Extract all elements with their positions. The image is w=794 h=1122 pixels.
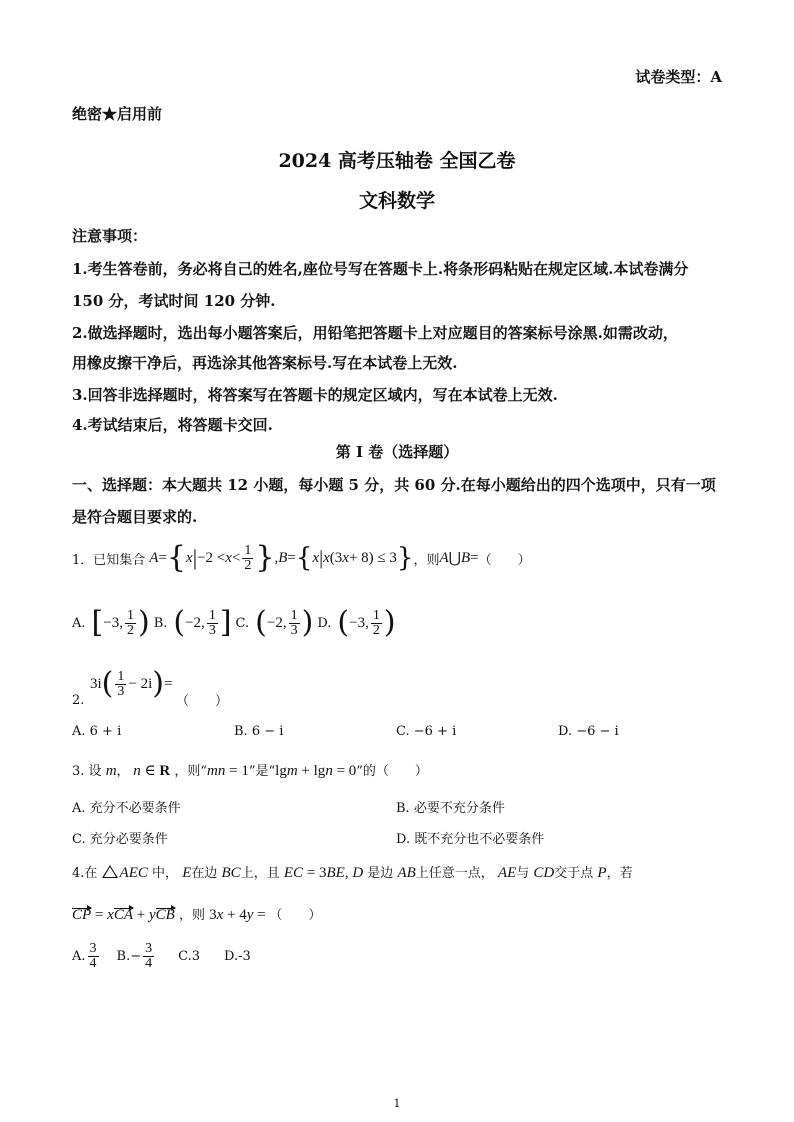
question-4-stem-e: 是边 xyxy=(367,866,394,881)
question-2-expr: 3i ( $\frac{1}{3}$ − 2i ) = xyxy=(90,666,173,701)
question-3-stem: 3. 设 xyxy=(72,764,102,779)
question-4-vector: CP = xCA + yCB ，则 3x + 4y = （ ） xyxy=(72,907,322,923)
option-d: D. 既不充分也不必要条件 xyxy=(396,832,545,847)
option-c: C. −6 + i xyxy=(396,724,457,739)
page-number: 1 xyxy=(393,1097,401,1110)
paper-type-label: 试卷类型：A xyxy=(635,68,722,86)
question-4-paren: （ ） xyxy=(269,908,322,923)
question-4-stem-j: ，则 xyxy=(178,908,205,923)
question-1-paren: （ ） xyxy=(478,552,531,568)
confidential-mark: 绝密★启用前 xyxy=(72,105,163,123)
option-a: A. xyxy=(72,615,86,631)
question-4-stem-f: 上任意一点， xyxy=(415,866,494,881)
question-2-paren: （ ） xyxy=(176,694,229,709)
question-1-number: 1．已知集合 xyxy=(72,552,146,568)
question-4-options: A. $\frac{3}{4}$ B.− $\frac{3}{4}$ C.3 D.-3 xyxy=(72,940,251,971)
section-title: 第 I 卷（选择题） xyxy=(335,443,459,461)
notice-item: 4.考试结束后，将答题卡交回. xyxy=(72,416,273,434)
option-d: D. xyxy=(317,615,332,631)
option-d: D. −6 − i xyxy=(558,724,619,739)
option-d: D.-3 xyxy=(224,948,251,964)
question-4-stem: 4.在 xyxy=(72,866,98,881)
question-4-stem-i: ，若 xyxy=(606,866,633,881)
question-4-stem-g: 与 xyxy=(516,866,530,881)
question-1-options: A. [ −3, $\frac{1}{2}$ ) B. ( −2, $\frac{1}{3}$ ] C. ( −2, $\frac{1}{3}$ ) D. ( −3, $\frac{1}{2}$ ) xyxy=(72,605,396,640)
question-4: 4.在 AEC 中， E在边 BC上，且 EC = 3BE, D 是边 AB上任意一点， AE与 CD交于点 P，若 xyxy=(72,865,633,881)
question-4-stem-b: 中， xyxy=(152,866,179,881)
question-2-number: 2. xyxy=(72,693,85,708)
notice-item: 用橡皮擦干净后，再选涂其他答案标号.写在本试卷上无效. xyxy=(72,354,458,372)
option-c: C.3 xyxy=(178,948,200,964)
option-a: A. xyxy=(72,948,86,964)
question-4-stem-h: 交于点 xyxy=(554,866,594,881)
option-a: A. 充分不必要条件 xyxy=(72,801,181,816)
notice-item: 150 分，考试时间 120 分钟. xyxy=(72,292,276,310)
question-1-tail: ，则 xyxy=(413,552,440,568)
question-3-stem-c: ”是“ xyxy=(248,764,276,779)
option-b: B. xyxy=(153,615,168,631)
option-b: B. 6 − i xyxy=(234,724,284,739)
question-3-stem-b: ，则“ xyxy=(174,764,208,779)
question-1: 1．已知集合 A = { x | −2 < x < $\frac{1}{2}$ } , B = { x | x (3 x + 8) ≤ 3 } ，则 A ⋃ B = （ ） xyxy=(72,540,531,575)
question-4-stem-d: 上，且 xyxy=(240,866,280,881)
notice-item: 1.考生答卷前，务必将自己的姓名,座位号写在答题卡上.将条形码粘贴在规定区域.本试卷满分 xyxy=(72,260,689,278)
option-a: A. 6 + i xyxy=(72,724,122,739)
question-3-stem-d: ”的（ ） xyxy=(356,764,428,779)
notice-item: 3.回答非选择题时，将答案写在答题卡的规定区域内，写在本试卷上无效. xyxy=(72,386,558,404)
triangle-icon xyxy=(102,865,118,878)
option-b: B. 必要不充分条件 xyxy=(396,801,505,816)
option-c: C. 充分必要条件 xyxy=(72,832,168,847)
section-intro-cont: 是符合题目要求的. xyxy=(72,508,198,526)
section-intro: 一、选择题：本大题共 12 小题，每小题 5 分，共 60 分.在每小题给出的四个选项中，只有一项 xyxy=(72,476,716,494)
question-3: 3. 设 m， n ∈ R ，则“mn = 1”是“lgm + lgn = 0”的（ ） xyxy=(72,763,428,779)
exam-title: 2024 高考压轴卷 全国乙卷 xyxy=(278,150,516,172)
notice-heading: 注意事项： xyxy=(72,227,148,245)
notice-item: 2.做选择题时，选出每小题答案后，用铅笔把答题卡上对应题目的答案标号涂黑.如需改动， xyxy=(72,324,678,342)
question-4-stem-c: 在边 xyxy=(191,866,218,881)
option-c: C. xyxy=(235,615,250,631)
option-b: B.− xyxy=(116,948,142,964)
exam-subject: 文科数学 xyxy=(358,190,435,212)
